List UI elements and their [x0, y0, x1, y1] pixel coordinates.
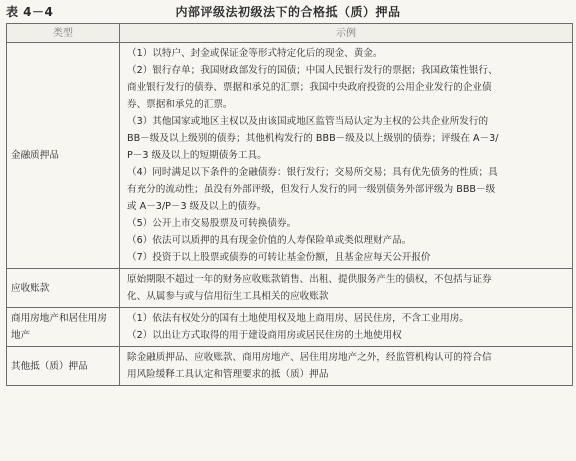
example-line: P－3 级及以上的短期债务工具。 [127, 150, 267, 161]
example-line: 原始期限不超过一年的财务应收账款销售、出租、提供服务产生的债权，不包括与证券 [127, 274, 492, 285]
examples-cell [120, 43, 573, 269]
example-paragraph [127, 215, 567, 232]
example-paragraph [127, 349, 567, 383]
example-paragraph [127, 164, 567, 215]
examples-cell [120, 269, 573, 308]
collateral-type-cell: 应收账款 [7, 269, 120, 308]
examples-cell [120, 347, 573, 386]
example-line: （3）其他国家或地区主权以及由该国或地区监管当局认定为主权的公共企业所发行的 [127, 116, 489, 127]
collateral-type-cell: 商用房地产和居住用房地产 [7, 308, 120, 347]
example-paragraph [127, 232, 567, 249]
table-header-row [7, 24, 573, 43]
example-line: （7）投资于以上股票或债券的可转让基金份额，且基金应每天公开报价 [127, 252, 431, 263]
collateral-type-cell: 其他抵（质）押品 [7, 347, 120, 386]
example-line: （2）以出让方式取得的用于建设商用房或居民住房的土地使用权 [127, 330, 402, 341]
example-paragraph [127, 327, 567, 344]
example-paragraph [127, 310, 567, 327]
example-paragraph [127, 62, 567, 113]
example-line: 券、票据和承兑的汇票。 [127, 99, 233, 110]
example-line: 用风险缓释工具认定和管理要求的抵（质）押品 [127, 369, 329, 380]
example-paragraph [127, 113, 567, 164]
table-row [7, 308, 573, 347]
example-paragraph [127, 249, 567, 266]
collateral-type-cell: 金融质押品 [7, 43, 120, 269]
example-line: 除金融质押品、应收账款、商用房地产、居住用房地产之外，经监管机构认可的符合信 [127, 352, 492, 363]
example-line: 有充分的流动性；虽没有外部评级，但发行人发行的同一级别债务外部评级为 BBB－级 [127, 184, 496, 195]
example-line: （5）公开上市交易股票及可转换债券。 [127, 218, 297, 229]
column-header-type: 类型 [7, 24, 120, 43]
example-line: （1）以特户、封金或保证金等形式特定化后的现金、黄金。 [127, 48, 383, 59]
table-row [7, 347, 573, 386]
example-line: （1）依法有权处分的国有土地使用权及地上商用房、居民住房，不含工业用房。 [127, 313, 469, 324]
collateral-table [6, 23, 573, 386]
table-header [0, 0, 576, 22]
table-row [7, 269, 573, 308]
column-header-examples: 示例 [120, 24, 573, 43]
example-line: （4）同时满足以下条件的金融债券：银行发行；交易所交易；具有优先债务的性质；具 [127, 167, 498, 178]
example-line: 化、从属参与或与信用衍生工具相关的应收账款 [127, 291, 329, 302]
example-paragraph [127, 271, 567, 305]
example-line: 商业银行发行的债券、票据和承兑的汇票；我国中央政府投资的公用企业发行的企业债 [127, 82, 492, 93]
table-number: 表 4－4 [6, 5, 54, 19]
example-line: （6）依法可以质押的具有现金价值的人寿保险单或类似理财产品。 [127, 235, 412, 246]
example-line: （2）银行存单；我国财政部发行的国债；中国人民银行发行的票据；我国政策性银行、 [127, 65, 498, 76]
examples-cell [120, 308, 573, 347]
table-title: 内部评级法初级法下的合格抵（质）押品 [175, 5, 401, 19]
table-row [7, 43, 573, 269]
example-line: 或 A－3/P－3 级及以上的债券。 [127, 201, 267, 212]
example-paragraph [127, 45, 567, 62]
example-line: BB－级及以上级别的债券；其他机构发行的 BBB－级及以上级别的债券；评级在 A－3/ [127, 133, 499, 144]
